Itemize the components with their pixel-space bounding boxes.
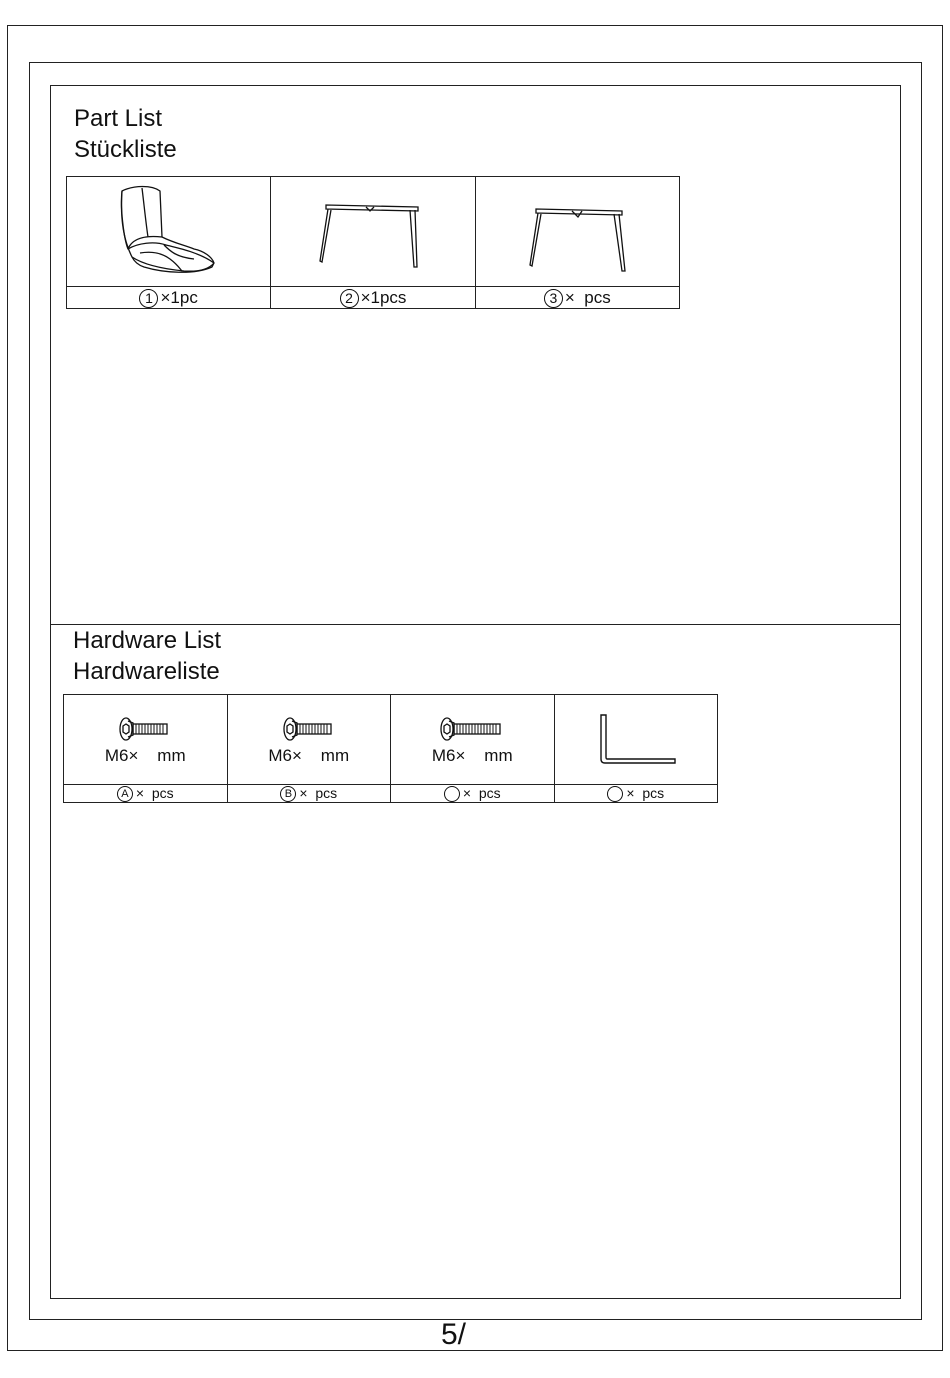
hardware-d-label (554, 785, 718, 803)
hardware-list-heading (73, 625, 221, 687)
part-quantity: ×1pcs (360, 288, 407, 307)
leg-frame-icon (308, 179, 438, 279)
hex-bolt-icon (279, 714, 339, 744)
hardware-d-image (554, 695, 718, 785)
hardware-c-image (391, 695, 555, 785)
hardware-list-title-en: Hardware List (73, 627, 222, 654)
hardware-c-label (391, 785, 555, 803)
part-2-image (271, 177, 475, 287)
hardware-letter-badge (607, 786, 623, 802)
part-1-image (67, 177, 271, 287)
part-quantity: ×1pc (160, 288, 198, 307)
leg-frame-icon (512, 179, 642, 279)
part-3-label (475, 287, 679, 309)
hardware-spec: M6× mm (104, 745, 186, 765)
part-number-badge: 3 (544, 289, 563, 308)
hex-bolt-icon (115, 714, 175, 744)
part-list-title-de: Stückliste (74, 136, 177, 163)
hardware-quantity: × pcs (626, 785, 665, 801)
part-quantity: × pcs (564, 288, 611, 307)
hardware-letter-badge (444, 786, 460, 802)
hardware-b-image (227, 695, 391, 785)
allen-key-icon (591, 707, 681, 767)
hardware-quantity: × pcs (462, 785, 501, 801)
hex-bolt-icon (436, 714, 508, 744)
part-number-badge: 1 (139, 289, 158, 308)
hardware-spec: M6× mm (268, 745, 350, 765)
hardware-list-title-de: Hardwareliste (73, 658, 220, 685)
part-table (66, 176, 680, 309)
hardware-b-label (227, 785, 391, 803)
part-1-label (67, 287, 271, 309)
page-number: 5/ (441, 1318, 467, 1351)
hardware-table (63, 694, 718, 803)
hardware-a-image (64, 695, 228, 785)
hardware-letter-badge: A (117, 786, 133, 802)
hardware-quantity: × pcs (135, 785, 174, 801)
chair-seat-icon (104, 179, 234, 279)
hardware-a-label (64, 785, 228, 803)
part-list-heading (74, 103, 177, 165)
hardware-letter-badge: B (280, 786, 296, 802)
part-3-image (475, 177, 679, 287)
part-2-label (271, 287, 475, 309)
part-number-badge: 2 (340, 289, 359, 308)
hardware-spec: M6× mm (431, 745, 513, 765)
hardware-quantity: × pcs (299, 785, 338, 801)
part-list-title-en: Part List (74, 105, 163, 132)
